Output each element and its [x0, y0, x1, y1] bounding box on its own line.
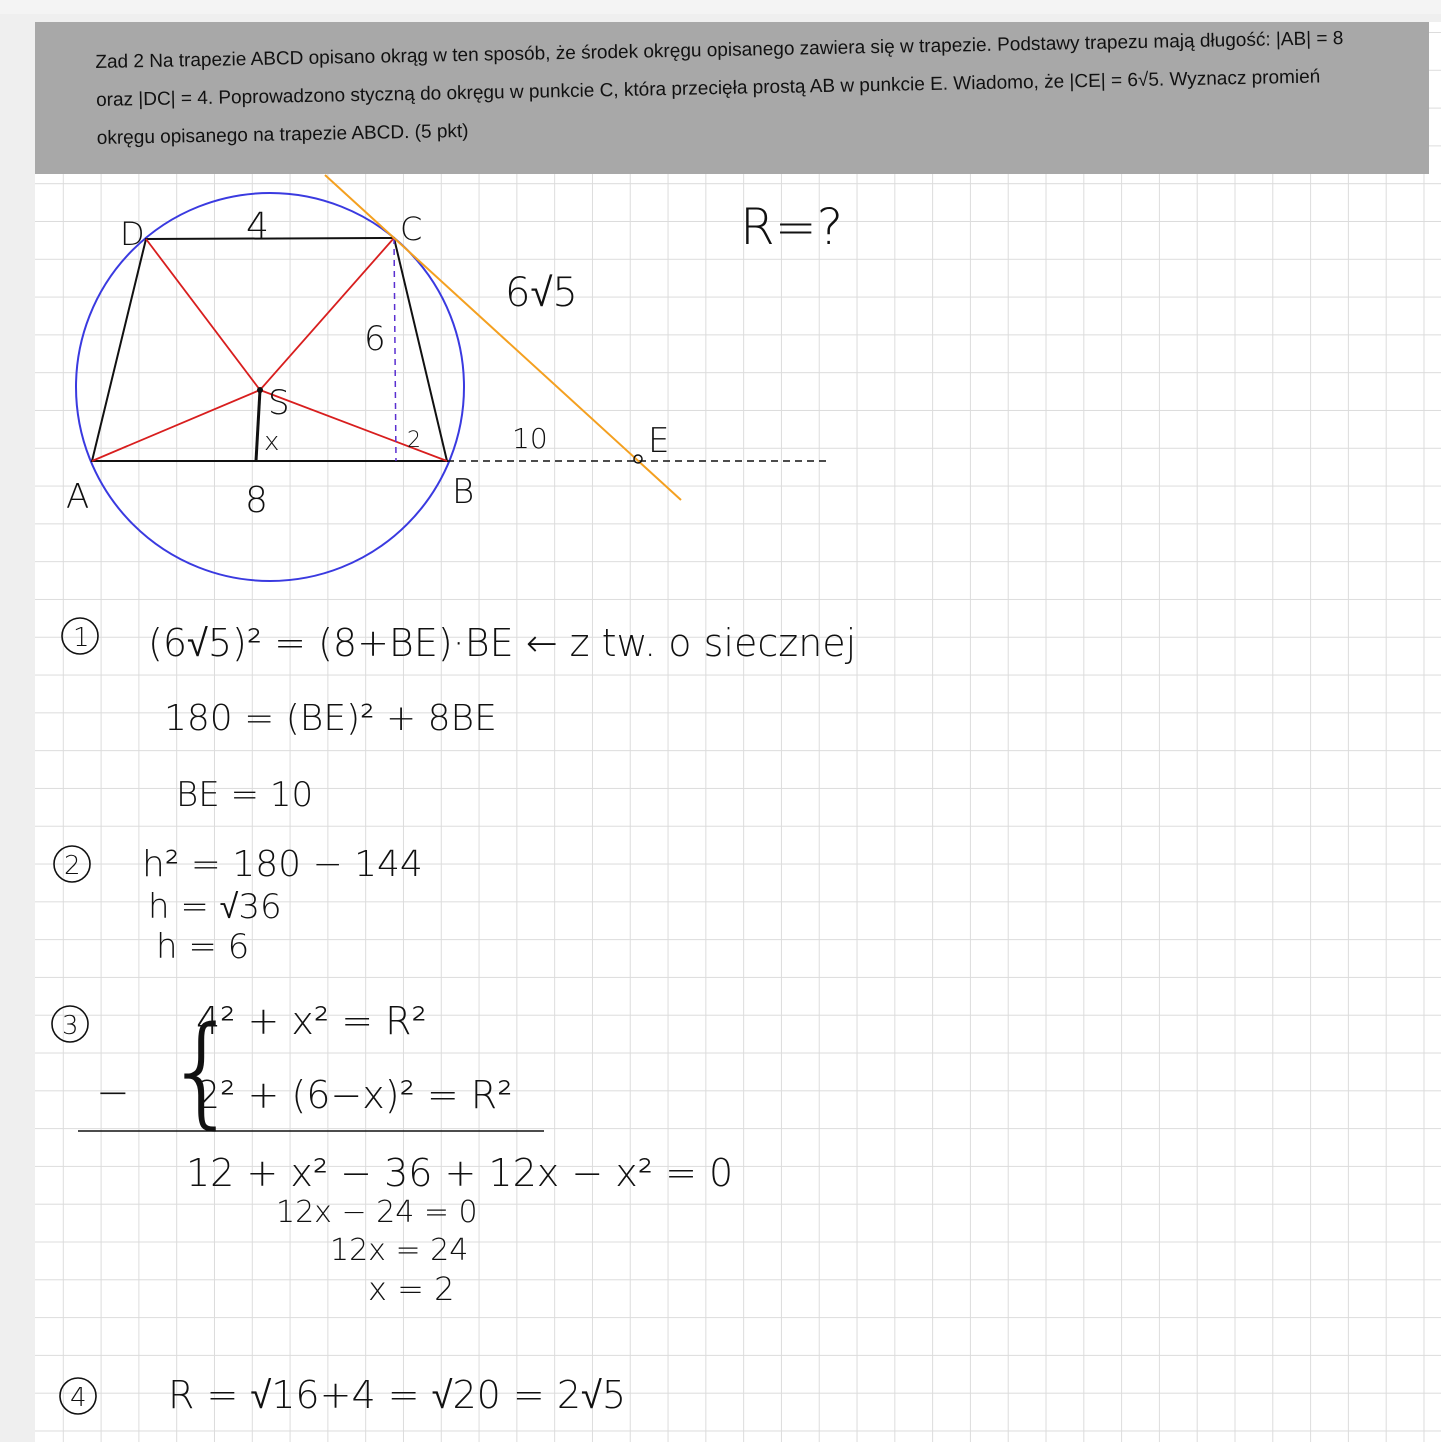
system-brace: { [164, 1002, 241, 1141]
label-be-length: 10 [512, 422, 548, 455]
label-e: E [648, 421, 670, 461]
label-offset: 2 [407, 428, 421, 453]
label-dc-length: 4 [246, 206, 269, 247]
label-s: S [268, 383, 290, 423]
label-x: x [264, 427, 280, 457]
step-1-line-2: 180 = (BE)² + 8BE [164, 698, 497, 739]
step-4-number: 4 [70, 1383, 87, 1413]
result-line-2: 12x − 24 = 0 [276, 1195, 478, 1230]
label-ce-length: 6√5 [505, 270, 578, 316]
step-4-equation: R = √16+4 = √20 = 2√5 [168, 1373, 627, 1417]
label-d: D [120, 215, 145, 253]
result-line-3: 12x = 24 [330, 1233, 469, 1268]
step-1-number: 1 [73, 623, 90, 653]
subtraction-sign: − [96, 1070, 130, 1116]
result-line-1: 12 + x² − 36 + 12x − x² = 0 [186, 1151, 734, 1195]
radius-sc [260, 238, 394, 390]
step-2-line-3: h = 6 [156, 927, 250, 967]
label-height: 6 [364, 319, 386, 359]
system-equation-2: 2² + (6−x)² = R² [196, 1073, 513, 1117]
system-equation-1: 4² + x² = R² [196, 999, 427, 1043]
result-line-4: x = 2 [368, 1270, 455, 1308]
geometry-figure [66, 175, 843, 581]
radius-sd [146, 239, 260, 390]
height-line [394, 238, 396, 461]
question-r: R=? [740, 198, 844, 256]
step-1-equation: (6√5)² = (8+BE)·BE ← z tw. o siecznej [148, 621, 857, 665]
step-2-line-1: h² = 180 − 144 [142, 844, 423, 885]
step-2-number: 2 [64, 851, 81, 881]
segment-x [256, 390, 260, 461]
label-ab-length: 8 [245, 480, 268, 521]
step-4 [60, 1373, 626, 1417]
step-1-line-3: BE = 10 [176, 775, 314, 815]
step-3-number: 3 [62, 1011, 79, 1041]
task-text: Zad 2 Na trapezie ABCD opisano okrąg w ten sposób, że środek okręgu opisanego zawiera się w trapezie. Podstawy trapezu mają długość: |AB| = 8 oraz |DC| = 4. Poprowadzono styczną do okręgu w punkcie C, która przecięła prostą AB w punkcie E. Wiadomo, że |CE| = 6√5. Wyznacz promień okręgu opisanego na trapezie ABCD. (5 pkt) [95, 28, 1344, 149]
step-1 [62, 618, 856, 815]
step-2-line-2: h = √36 [148, 887, 282, 927]
step-2 [54, 844, 423, 967]
label-c: C [400, 210, 423, 248]
radius-sa [92, 390, 260, 461]
label-a: A [66, 477, 90, 517]
label-b: B [452, 472, 475, 512]
point-s-marker [257, 387, 263, 393]
step-3 [52, 999, 733, 1308]
